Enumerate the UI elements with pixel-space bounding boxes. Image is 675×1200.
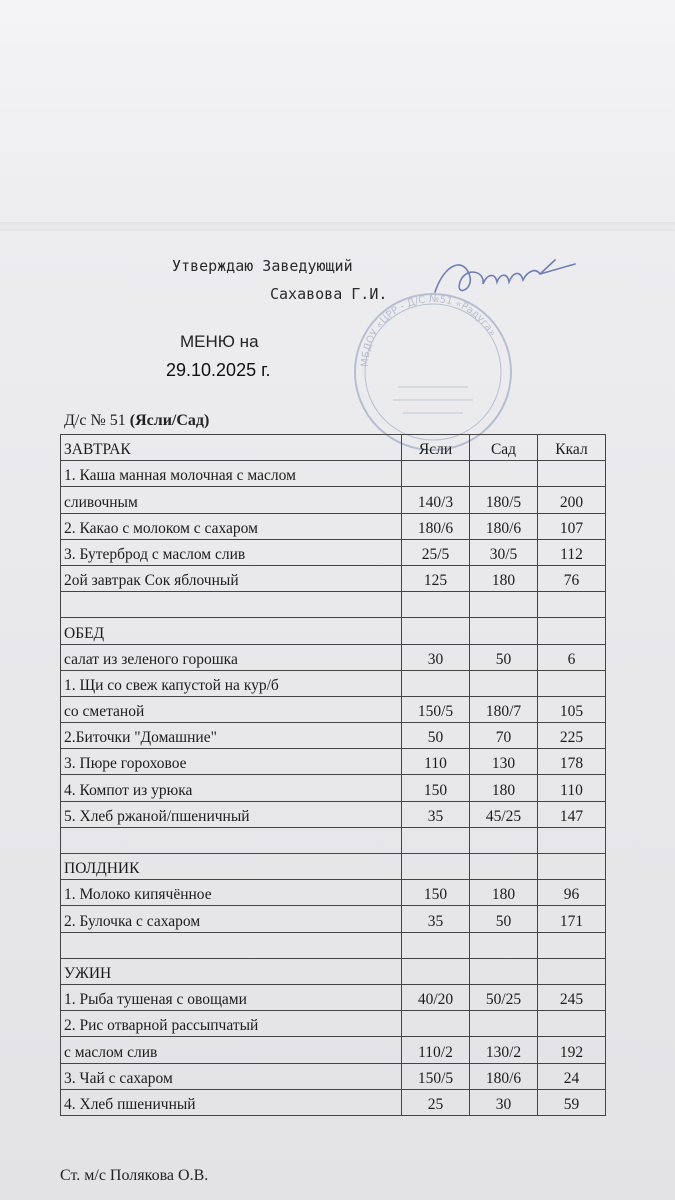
table-row [61, 539, 606, 565]
table-row [61, 1089, 606, 1115]
menu-title: МЕНЮ на [180, 332, 259, 351]
cell-sad: 180/6 [470, 513, 538, 539]
table-row [61, 932, 606, 958]
menu-table [60, 434, 606, 1116]
cell-yasli [402, 932, 470, 958]
cell-kcal: 6 [538, 644, 606, 670]
cell-yasli [402, 670, 470, 696]
cell-sad [470, 854, 538, 880]
cell-kcal: 171 [538, 906, 606, 932]
approval-line-2: Сахавова Г.И. [270, 285, 388, 303]
cell-sad: 180/6 [470, 1063, 538, 1089]
cell-kcal: 59 [538, 1089, 606, 1115]
table-row [61, 880, 606, 906]
header-meal: ЗАВТРАК [61, 435, 402, 461]
cell-kcal: 192 [538, 1037, 606, 1063]
cell-sad: 50/25 [470, 984, 538, 1010]
cell-yasli [402, 461, 470, 487]
table-row [61, 827, 606, 853]
table-row [61, 618, 606, 644]
cell-dish: сливочным [61, 487, 402, 513]
cell-kcal: 178 [538, 749, 606, 775]
cell-kcal: 200 [538, 487, 606, 513]
cell-yasli: 110/2 [402, 1037, 470, 1063]
table-row [61, 801, 606, 827]
cell-yasli [402, 827, 470, 853]
cell-sad: 50 [470, 906, 538, 932]
menu-date: 29.10.2025 г. [166, 360, 271, 380]
cell-dish [61, 592, 402, 618]
cell-yasli: 150 [402, 775, 470, 801]
header-kcal: Ккал [538, 435, 606, 461]
cell-sad: 30/5 [470, 539, 538, 565]
cell-kcal [538, 827, 606, 853]
cell-kcal: 105 [538, 696, 606, 722]
cell-kcal: 107 [538, 513, 606, 539]
cell-sad: 50 [470, 644, 538, 670]
cell-dish: 1. Щи со свеж капустой на кур/б [61, 670, 402, 696]
cell-kcal [538, 592, 606, 618]
cell-yasli: 180/6 [402, 513, 470, 539]
cell-yasli: 150/5 [402, 696, 470, 722]
cell-kcal [538, 958, 606, 984]
cell-dish [61, 932, 402, 958]
table-row [61, 592, 606, 618]
cell-yasli [402, 618, 470, 644]
approval-line-1: Утверждаю Заведующий [172, 257, 353, 275]
table-row [61, 696, 606, 722]
cell-yasli: 35 [402, 906, 470, 932]
cell-dish: 5. Хлеб ржаной/пшеничный [61, 801, 402, 827]
cell-sad: 70 [470, 723, 538, 749]
table-row [61, 487, 606, 513]
cell-sad: 30 [470, 1089, 538, 1115]
cell-kcal: 112 [538, 539, 606, 565]
cell-dish: 2ой завтрак Сок яблочный [61, 565, 402, 591]
group-label: (Ясли/Сад) [129, 412, 210, 429]
cell-kcal [538, 461, 606, 487]
cell-kcal: 110 [538, 775, 606, 801]
cell-yasli: 125 [402, 565, 470, 591]
cell-kcal [538, 1011, 606, 1037]
paper-fold [0, 222, 675, 230]
cell-dish: со сметаной [61, 696, 402, 722]
kindergarten-number: Д/с № 51 [64, 412, 126, 429]
cell-yasli: 150 [402, 880, 470, 906]
cell-yasli [402, 1011, 470, 1037]
table-row [61, 906, 606, 932]
cell-kcal: 76 [538, 565, 606, 591]
table-row [61, 644, 606, 670]
cell-dish: 1. Каша манная молочная с маслом [61, 461, 402, 487]
cell-sad: 130/2 [470, 1037, 538, 1063]
cell-yasli: 150/5 [402, 1063, 470, 1089]
table-row [61, 984, 606, 1010]
cell-sad [470, 670, 538, 696]
cell-sad: 45/25 [470, 801, 538, 827]
table-row [61, 958, 606, 984]
header-yasli: Ясли [402, 435, 470, 461]
cell-sad: 180 [470, 565, 538, 591]
cell-yasli: 140/3 [402, 487, 470, 513]
table-row [61, 1063, 606, 1089]
cell-yasli: 50 [402, 723, 470, 749]
nurse-signature-line: Ст. м/с Полякова О.В. [60, 1167, 209, 1184]
cell-sad: 130 [470, 749, 538, 775]
table-row [61, 854, 606, 880]
table-row [61, 749, 606, 775]
cell-dish: 2. Булочка с сахаром [61, 906, 402, 932]
cell-dish: 2. Какао с молоком с сахаром [61, 513, 402, 539]
cell-dish: 1. Молоко кипячённое [61, 880, 402, 906]
cell-dish: 3. Чай с сахаром [61, 1063, 402, 1089]
cell-sad: 180 [470, 880, 538, 906]
cell-dish: ПОЛДНИК [61, 854, 402, 880]
cell-yasli: 25 [402, 1089, 470, 1115]
table-row [61, 565, 606, 591]
cell-dish: УЖИН [61, 958, 402, 984]
cell-dish: 1. Рыба тушеная с овощами [61, 984, 402, 1010]
table-row [61, 1037, 606, 1063]
cell-yasli: 35 [402, 801, 470, 827]
cell-sad: 180/5 [470, 487, 538, 513]
cell-kcal [538, 932, 606, 958]
table-row [61, 723, 606, 749]
cell-dish: 2.Биточки "Домашние" [61, 723, 402, 749]
cell-kcal: 96 [538, 880, 606, 906]
cell-sad [470, 827, 538, 853]
cell-dish: 2. Рис отварной рассыпчатый [61, 1011, 402, 1037]
cell-dish: салат из зеленого горошка [61, 644, 402, 670]
cell-yasli: 40/20 [402, 984, 470, 1010]
cell-kcal: 147 [538, 801, 606, 827]
cell-dish: 4. Компот из урюка [61, 775, 402, 801]
cell-yasli [402, 958, 470, 984]
kindergarten-line [64, 412, 209, 430]
cell-sad [470, 1011, 538, 1037]
cell-kcal [538, 670, 606, 696]
cell-kcal [538, 618, 606, 644]
cell-dish: 3. Пюре гороховое [61, 749, 402, 775]
cell-dish [61, 827, 402, 853]
cell-sad [470, 461, 538, 487]
stamp-text: МБДОУ «ЦРР - Д/С №51 «Радуга» [359, 293, 498, 368]
table-row [61, 1011, 606, 1037]
cell-yasli: 30 [402, 644, 470, 670]
cell-sad [470, 592, 538, 618]
cell-kcal: 245 [538, 984, 606, 1010]
cell-dish: ОБЕД [61, 618, 402, 644]
cell-sad: 180/7 [470, 696, 538, 722]
table-row [61, 461, 606, 487]
cell-dish: 4. Хлеб пшеничный [61, 1089, 402, 1115]
table-row [61, 513, 606, 539]
header-sad: Сад [470, 435, 538, 461]
cell-kcal [538, 854, 606, 880]
cell-yasli: 25/5 [402, 539, 470, 565]
cell-yasli [402, 592, 470, 618]
cell-dish: с маслом слив [61, 1037, 402, 1063]
table-row [61, 670, 606, 696]
cell-kcal: 24 [538, 1063, 606, 1089]
table-header-row [61, 435, 606, 461]
cell-dish: 3. Бутерброд с маслом слив [61, 539, 402, 565]
cell-sad: 180 [470, 775, 538, 801]
cell-yasli: 110 [402, 749, 470, 775]
cell-sad [470, 958, 538, 984]
signature [425, 252, 585, 312]
table-row [61, 775, 606, 801]
cell-yasli [402, 854, 470, 880]
cell-sad [470, 932, 538, 958]
cell-kcal: 225 [538, 723, 606, 749]
cell-sad [470, 618, 538, 644]
